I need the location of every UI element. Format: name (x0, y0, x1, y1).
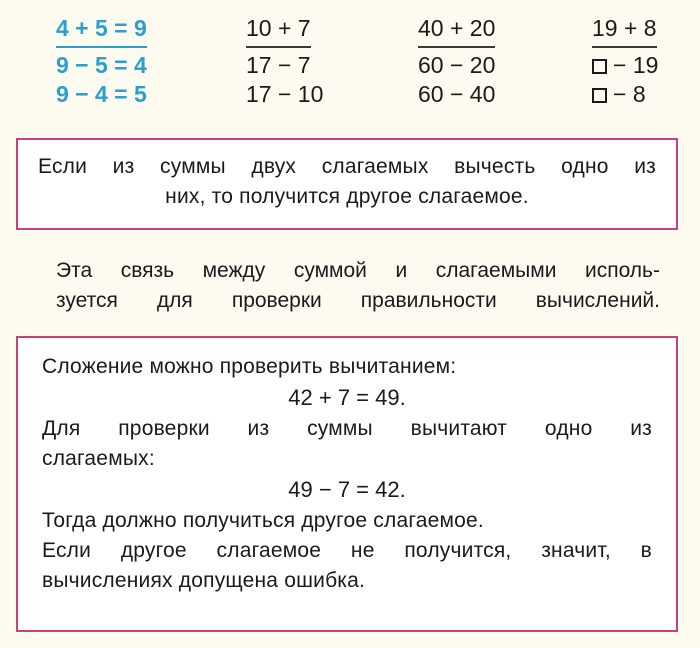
empty-box-icon (592, 88, 607, 103)
note-line-1: Эта связь между суммой и слагаемыми исполь- (56, 259, 660, 282)
expression-diff-2: − 8 (592, 80, 658, 109)
expression-sum: 4 + 5 = 9 (56, 14, 147, 48)
check-line-2: Для проверки из суммы вычитают одно из (42, 417, 652, 440)
equation-2: 49 − 7 = 42. (288, 477, 406, 502)
check-line-3: слагаемых: (42, 447, 155, 470)
rule-box (16, 138, 678, 230)
example-column-2 (246, 14, 323, 109)
expression-diff-1: 60 − 20 (418, 52, 496, 78)
expression-sum: 19 + 8 (592, 14, 657, 48)
note-line-2: зуется для проверки правильности вычислений. (56, 289, 660, 312)
check-line-5: Если другое слагаемое не получится, значит, в (42, 539, 652, 562)
example-column-3 (418, 14, 495, 109)
empty-box-icon (592, 59, 607, 74)
expression-diff-1: 9 − 5 = 4 (56, 52, 147, 78)
expression-diff-1: − 19 (592, 51, 658, 80)
equation-1: 42 + 7 = 49. (288, 385, 406, 410)
rule-line-2: них, то получится другое слагаемое. (165, 185, 529, 208)
example-column-1 (56, 14, 147, 109)
check-line-6: вычислениях допущена ошибка. (42, 569, 366, 592)
rule-line-1: Если из суммы двух слагаемых вычесть одно из (38, 155, 656, 178)
expression-diff-2: 60 − 40 (418, 81, 496, 107)
check-line-4: Тогда должно получиться другое слагаемое. (42, 509, 484, 532)
check-box (16, 336, 678, 632)
expression-sum: 10 + 7 (246, 14, 311, 48)
expression-diff-2: 9 − 4 = 5 (56, 81, 147, 107)
expression-sum: 40 + 20 (418, 14, 495, 48)
example-column-4 (592, 14, 658, 109)
expression-diff-1: 17 − 7 (246, 52, 311, 78)
expression-diff-2: 17 − 10 (246, 81, 324, 107)
check-line-1: Сложение можно проверить вычитанием: (42, 355, 457, 378)
note-paragraph (56, 256, 660, 316)
